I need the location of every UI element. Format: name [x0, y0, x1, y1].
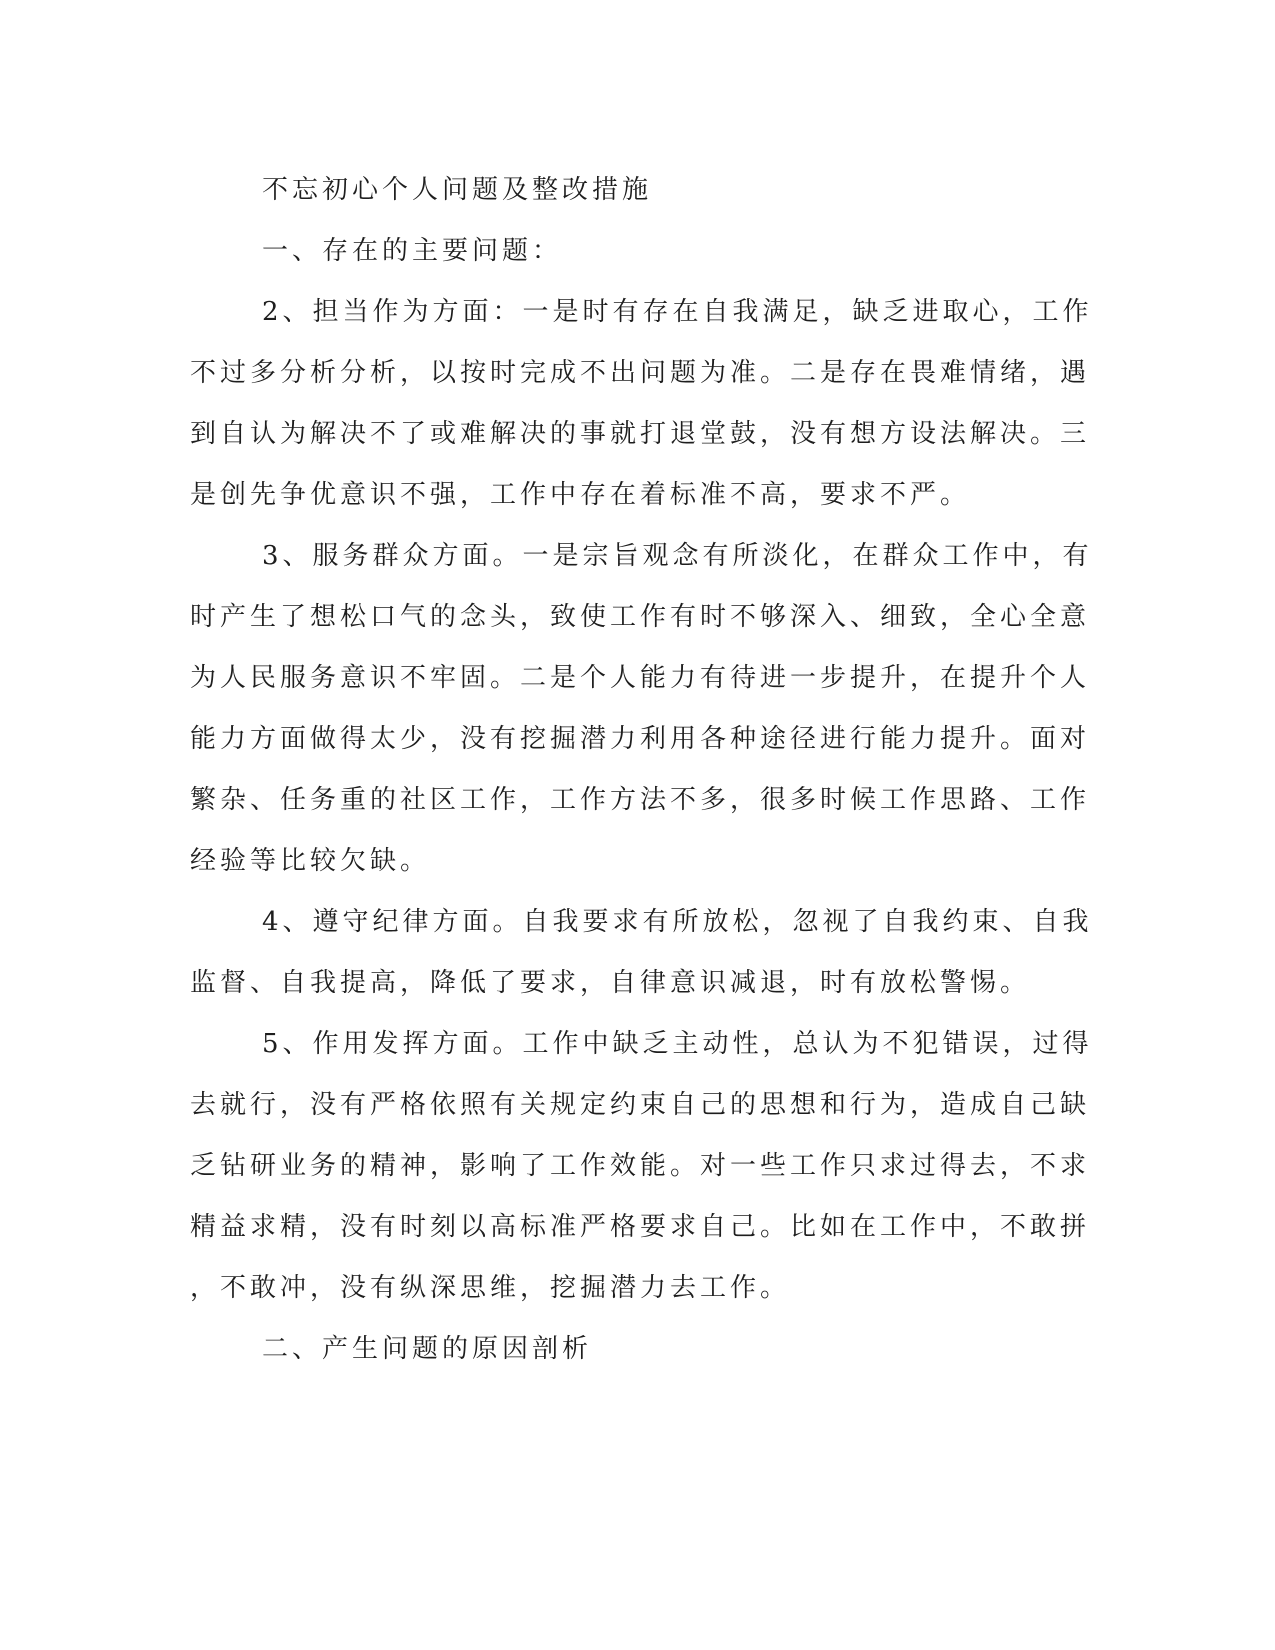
document-title: 不忘初心个人问题及整改措施 — [262, 175, 653, 205]
paragraph-role-playing — [190, 1014, 1093, 1319]
section-heading-problems: 一、存在的主要问题： — [262, 236, 563, 266]
paragraph-line: 2、担当作为方面：一是时有存在自我满足，缺乏进取心，工作 — [262, 297, 1093, 327]
paragraph-line: 能力方面做得太少，没有挖掘潜力利用各种途径进行能力提升。面对 — [190, 724, 1091, 754]
paragraph-responsibility — [190, 282, 1093, 526]
paragraph-line: 去就行，没有严格依照有关规定约束自己的思想和行为，造成自己缺 — [190, 1090, 1091, 1120]
paragraph-line: 5、作用发挥方面。工作中缺乏主动性，总认为不犯错误，过得 — [262, 1029, 1093, 1059]
paragraph-line: 繁杂、任务重的社区工作，工作方法不多，很多时候工作思路、工作 — [190, 785, 1091, 815]
paragraph-discipline — [190, 892, 1093, 1014]
paragraph-line: 经验等比较欠缺。 — [190, 846, 431, 876]
paragraph-line: 不过多分析分析，以按时完成不出问题为准。二是存在畏难情绪，遇 — [190, 358, 1091, 388]
paragraph-line: 4、遵守纪律方面。自我要求有所放松，忽视了自我约束、自我 — [262, 907, 1093, 937]
document-body — [190, 160, 1093, 1380]
paragraph-line: 到自认为解决不了或难解决的事就打退堂鼓，没有想方设法解决。三 — [190, 419, 1091, 449]
paragraph-line: 为人民服务意识不牢固。二是个人能力有待进一步提升，在提升个人 — [190, 663, 1091, 693]
paragraph-line: 监督、自我提高，降低了要求，自律意识减退，时有放松警惕。 — [190, 968, 1031, 998]
paragraph-line: 是创先争优意识不强，工作中存在着标准不高，要求不严。 — [190, 480, 971, 510]
paragraph-line: 精益求精，没有时刻以高标准严格要求自己。比如在工作中，不敢拼 — [190, 1212, 1091, 1242]
paragraph-line: 3、服务群众方面。一是宗旨观念有所淡化，在群众工作中，有 — [262, 541, 1093, 571]
paragraph-serving-masses — [190, 526, 1093, 892]
paragraph-line: ，不敢冲，没有纵深思维，挖掘潜力去工作。 — [190, 1273, 791, 1303]
paragraph-line: 乏钻研业务的精神，影响了工作效能。对一些工作只求过得去，不求 — [190, 1151, 1091, 1181]
paragraph-line: 时产生了想松口气的念头，致使工作有时不够深入、细致，全心全意 — [190, 602, 1091, 632]
section-heading-causes: 二、产生问题的原因剖析 — [262, 1334, 593, 1364]
